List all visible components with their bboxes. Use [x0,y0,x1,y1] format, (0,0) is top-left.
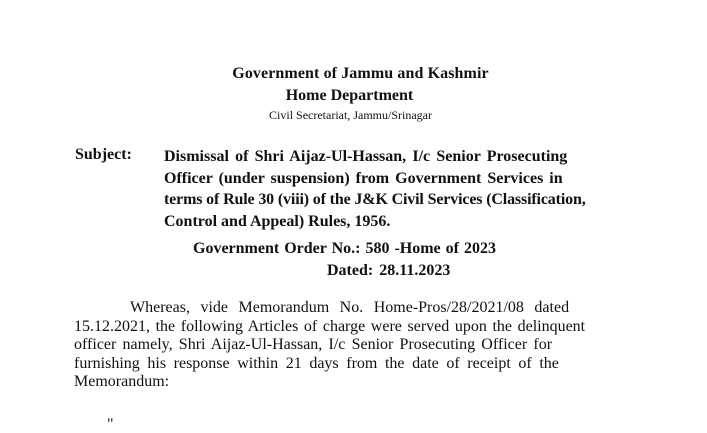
order-date: Dated: 28.11.2023 [327,262,451,279]
department-heading: Home Department [285,87,414,104]
body-line: 15.12.2021, the following Articles of charge were served upon the delinquent [74,317,586,335]
subject-line: terms of Rule 30 (viii) of the J&K Civil Services (Classification, [164,191,586,208]
body-line: Memorandum: [74,373,170,390]
department-address: Civil Secretariat, Jammu/Srinagar [269,108,432,122]
body-line: officer namely, Shri Aijaz-Ul-Hassan, I/c Senior Prosecuting Officer for [74,336,553,353]
government-heading: Government of Jammu and Kashmir [232,65,489,82]
subject-text [164,146,654,232]
order-number: Government Order No.: 580 -Home of 2023 [193,240,496,257]
subject-label: Subject: [75,146,132,163]
subject-line: Control and Appeal) Rules, 1956. [164,212,391,230]
subject-line: Officer (under suspension) from Government Services in [164,169,563,187]
subject-line: Dismissal of Shri Aijaz-Ul-Hassan, I/c Senior Prosecuting [164,148,568,165]
body-paragraph [74,299,659,392]
opening-quote-mark: " [107,416,114,433]
body-line: furnishing his response within 21 days from the date of receipt of the [74,354,559,372]
body-line: Whereas, vide Memorandum No. Home-Pros/28/2021/08 dated [130,299,570,316]
